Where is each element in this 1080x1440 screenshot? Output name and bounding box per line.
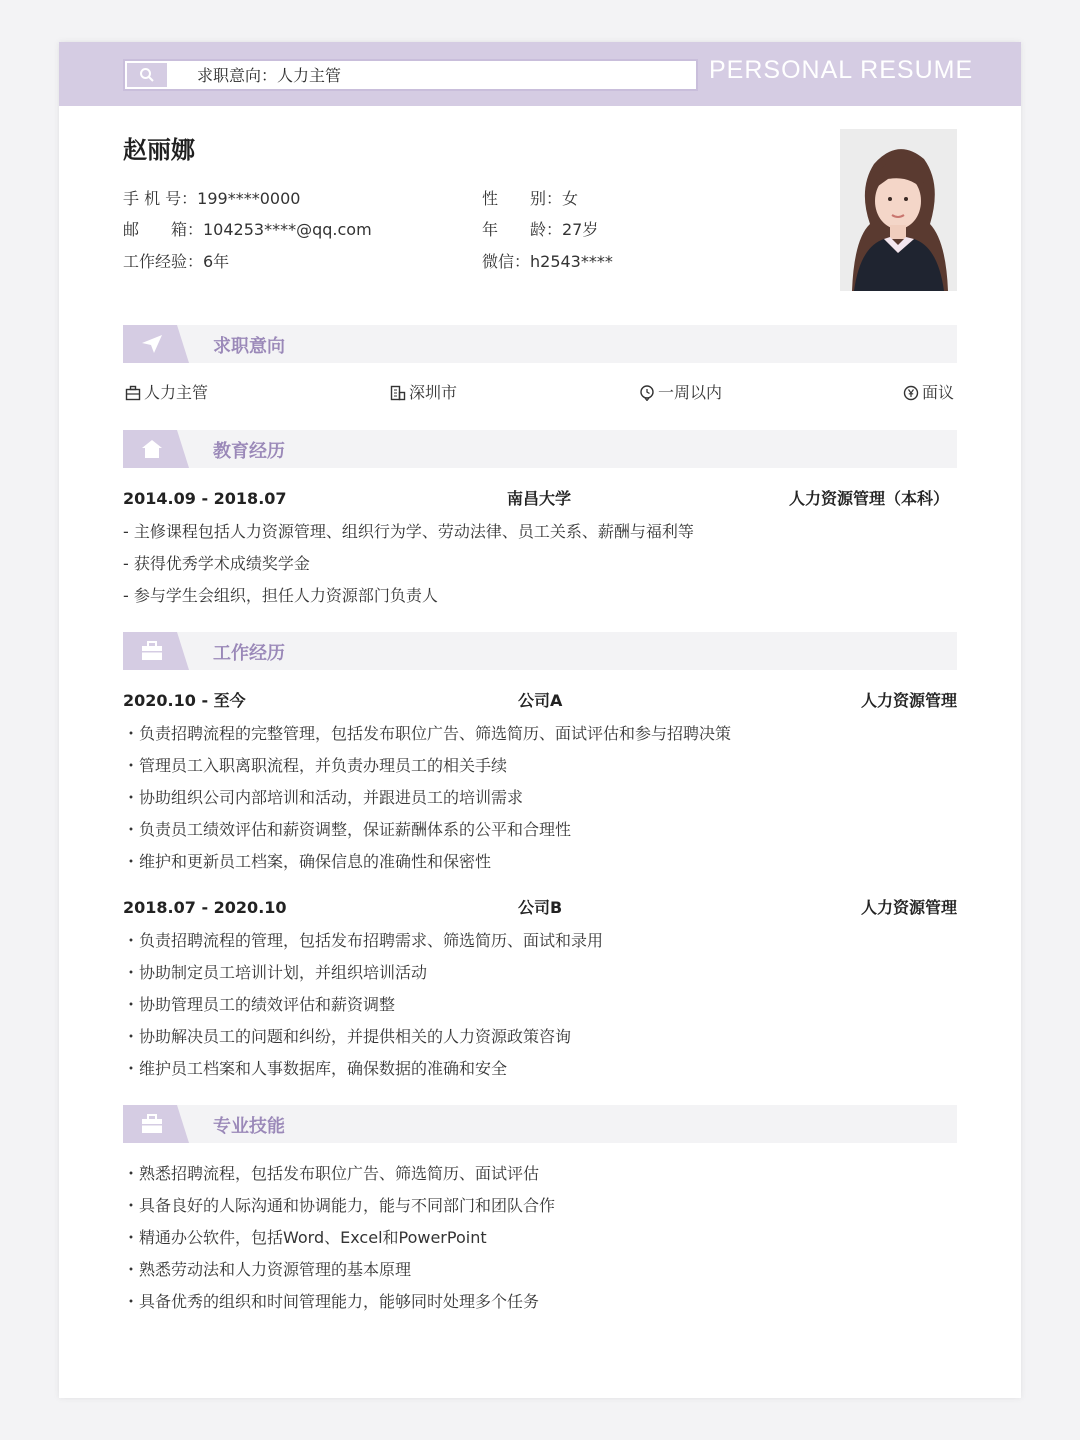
skill-item: ・熟悉劳动法和人力资源管理的基本原理 [123, 1260, 412, 1279]
work-company: 公司A [518, 691, 563, 710]
intent-arrival-text: 一周以内 [658, 383, 723, 402]
skill-item: ・熟悉招聘流程，包括发布职位广告、筛选简历、面试评估 [123, 1164, 540, 1183]
work-period: 2018.07 - 2020.10 [123, 898, 287, 917]
education-major: 人力资源管理（本科） [788, 489, 949, 508]
work-item: ・维护员工档案和人事数据库，确保数据的准确和安全 [123, 1059, 508, 1078]
header-bar [59, 42, 1021, 106]
work-period: 2020.10 - 至今 [123, 691, 246, 710]
work-role: 人力资源管理 [860, 691, 957, 710]
work-item: ・负责招聘流程的完整管理，包括发布职位广告、筛选简历、面试评估和参与招聘决策 [123, 724, 732, 743]
work-role: 人力资源管理 [860, 898, 957, 917]
yuan-coin-icon [903, 385, 919, 401]
education-item: - 获得优秀学术成绩奖学金 [123, 554, 310, 573]
work-item: ・协助管理员工的绩效评估和薪资调整 [123, 995, 396, 1014]
search-icon [127, 63, 167, 87]
building-icon [390, 385, 406, 401]
work-company: 公司B [518, 898, 563, 917]
section-education-header [123, 430, 957, 468]
age-info: 年 龄：27岁 [482, 220, 599, 239]
skill-item: ・具备良好的人际沟通和协调能力，能与不同部门和团队合作 [123, 1196, 556, 1215]
house-icon [123, 430, 189, 468]
section-intent-header [123, 325, 957, 363]
paper-plane-icon [123, 325, 189, 363]
education-item: - 主修课程包括人力资源管理、组织行为学、劳动法律、员工关系、薪酬与福利等 [123, 522, 694, 541]
email-info: 邮 箱：104253****@qq.com [123, 220, 372, 239]
work-item: ・管理员工入职离职流程，并负责办理员工的相关手续 [123, 756, 508, 775]
intent-position [125, 382, 208, 404]
section-skills-title: 专业技能 [213, 1116, 285, 1137]
work-item: ・协助解决员工的问题和纠纷，并提供相关的人力资源政策咨询 [123, 1027, 572, 1046]
intent-position-text: 人力主管 [144, 383, 209, 402]
work-item: ・负责招聘流程的管理，包括发布招聘需求、筛选简历、面试和录用 [123, 931, 604, 950]
education-item: - 参与学生会组织，担任人力资源部门负责人 [123, 586, 438, 605]
intent-arrival [639, 382, 722, 404]
job-intent-text: 求职意向：人力主管 [197, 66, 342, 85]
section-work-header [123, 632, 957, 670]
section-skills-header [123, 1105, 957, 1143]
intent-salary-text: 面议 [922, 383, 955, 402]
work-item: ・协助制定员工培训计划，并组织培训活动 [123, 963, 428, 982]
gender-info: 性 别：女 [482, 189, 579, 208]
skill-item: ・具备优秀的组织和时间管理能力，能够同时处理多个任务 [123, 1292, 540, 1311]
resume-page [59, 42, 1021, 1398]
intent-city-text: 深圳市 [409, 383, 458, 402]
intent-salary [903, 382, 954, 404]
avatar-photo [840, 129, 957, 291]
wechat-info: 微信：h2543**** [482, 252, 613, 271]
skill-item: ・精通办公软件，包括Word、Excel和PowerPoint [123, 1228, 487, 1247]
experience-info: 工作经验：6年 [123, 252, 230, 271]
section-education-title: 教育经历 [213, 441, 285, 462]
section-work-title: 工作经历 [213, 643, 285, 664]
clock-pin-icon [639, 385, 655, 401]
brand-title: PERSONAL RESUME [709, 56, 974, 84]
work-item: ・负责员工绩效评估和薪资调整，保证薪酬体系的公平和合理性 [123, 820, 572, 839]
education-period: 2014.09 - 2018.07 [123, 489, 287, 508]
candidate-name: 赵丽娜 [123, 136, 195, 164]
briefcase-icon [123, 1105, 189, 1143]
job-intent-box [123, 59, 698, 91]
work-item: ・维护和更新员工档案，确保信息的准确性和保密性 [123, 852, 492, 871]
education-school: 南昌大学 [507, 489, 572, 508]
briefcase-icon [123, 632, 189, 670]
phone-info: 手 机 号：199****0000 [123, 189, 301, 208]
work-item: ・协助组织公司内部培训和活动，并跟进员工的培训需求 [123, 788, 524, 807]
section-intent-title: 求职意向 [213, 336, 285, 357]
briefcase-icon [125, 385, 141, 401]
intent-city [390, 382, 457, 404]
